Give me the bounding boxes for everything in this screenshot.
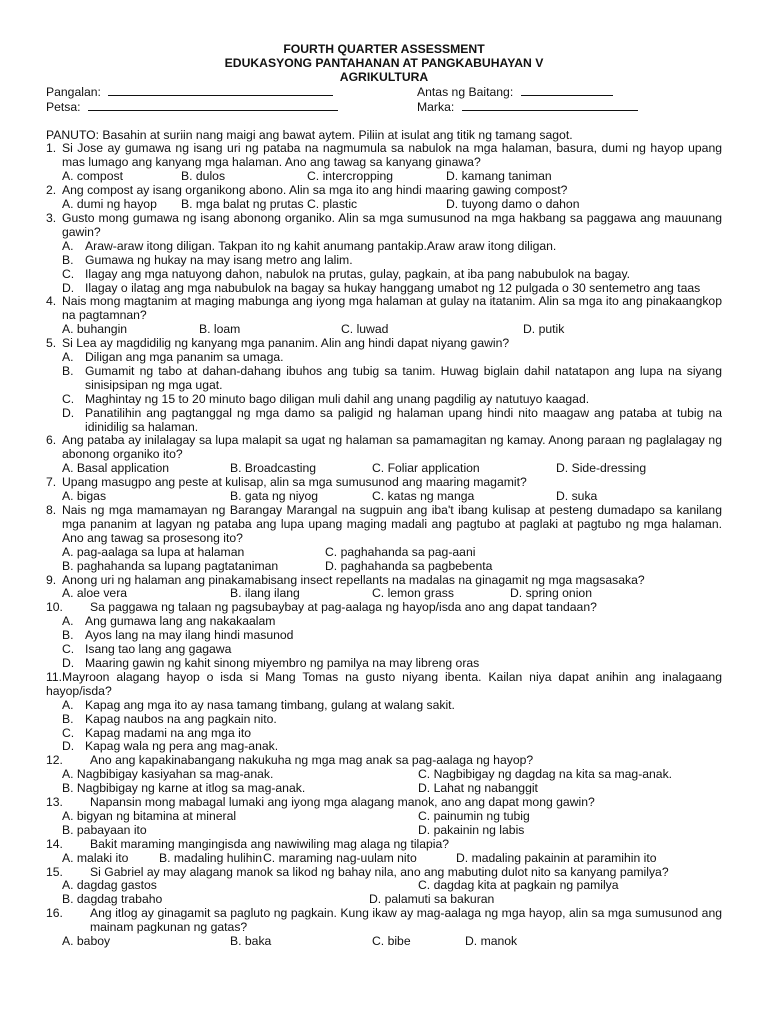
question-number: 15. xyxy=(46,864,63,879)
option-a[interactable]: A. Basal application xyxy=(62,461,170,476)
options-q8-row1 xyxy=(46,546,722,560)
question-text: Upang masugpo ang peste at kulisap, alin sa mga sumusunod ang maaring magamit? xyxy=(62,475,527,490)
option-d[interactable] xyxy=(46,407,722,435)
option-b[interactable]: B. pabayaan ito xyxy=(62,822,147,837)
option-b[interactable]: B. mga balat ng prutas xyxy=(181,197,304,212)
option-text: Isang tao lang ang gagawa xyxy=(85,642,232,657)
question-16 xyxy=(46,907,722,935)
question-3 xyxy=(46,212,722,240)
option-letter: B. xyxy=(62,711,74,726)
option-letter: C. xyxy=(62,725,75,740)
option-b[interactable] xyxy=(46,254,722,268)
option-d[interactable]: D. kamang taniman xyxy=(446,169,552,184)
option-c[interactable] xyxy=(46,268,722,282)
option-a[interactable]: A. buhangin xyxy=(62,322,128,337)
option-d[interactable]: D. Lahat ng nabanggit xyxy=(418,781,538,796)
option-letter: A. xyxy=(62,697,74,712)
question-text: Si Gabriel ay may alagang manok sa likod ng bahay nila, ano ang mabuting dulot nito sa kanyang pamilya? xyxy=(90,864,669,879)
option-letter: C. xyxy=(62,642,75,657)
question-number: 7. xyxy=(46,475,57,490)
option-c[interactable]: C. katas ng manga xyxy=(372,489,475,504)
option-letter: D. xyxy=(62,739,75,754)
option-b[interactable]: B. madaling hulihin xyxy=(159,850,262,865)
option-b[interactable] xyxy=(46,713,722,727)
question-15 xyxy=(46,866,722,880)
option-letter: D. xyxy=(62,280,75,295)
option-letter: B. xyxy=(62,628,74,643)
option-d[interactable]: D. tuyong damo o dahon xyxy=(446,197,580,212)
option-letter: C. xyxy=(62,391,75,406)
option-text: Gumawa ng hukay na may isang metro ang lalim. xyxy=(85,252,353,267)
option-b[interactable]: B. dulos xyxy=(181,169,226,184)
options-q12-row1 xyxy=(46,768,722,782)
question-number: 9. xyxy=(46,572,57,587)
question-text: Ang pataba ay inilalagay sa lupa malapit sa ugat ng halaman sa pamamagitan ng kamay. Anong paraan ng paglalagay ng abonong organiko ito? xyxy=(62,433,722,462)
header-title-2: EDUKASYONG PANTAHANAN AT PANGKABUHAYAN V xyxy=(224,55,544,70)
question-6 xyxy=(46,434,722,462)
name-grade-row xyxy=(46,85,722,100)
option-text: Kapag ang mga ito ay nasa tamang timbang, gulang at walang sakit. xyxy=(85,697,455,712)
question-text: Bakit maraming mangingisda ang nawiwiling mag alaga ng tilapia? xyxy=(90,836,450,851)
option-d[interactable] xyxy=(46,657,722,671)
question-text: Si Jose ay gumawa ng isang uri ng pataba na nagmumula sa nabulok na mga halaman, basura, dumi ng hayop upang mas lumago ang kanyang mga halaman. Ano ang tawag sa kanyang ginawa? xyxy=(62,141,722,170)
question-number: 11. xyxy=(46,669,63,684)
option-a[interactable]: A. dumi ng hayop xyxy=(62,197,157,212)
question-7 xyxy=(46,476,722,490)
option-b[interactable]: B. Broadcasting xyxy=(230,461,317,476)
option-a[interactable]: A. malaki ito xyxy=(62,850,129,865)
option-text: Araw-araw itong diligan. Takpan ito ng kahit anumang pantakip.Araw araw itong diligan. xyxy=(85,238,557,253)
option-c[interactable]: C. paghahanda sa pag-aani xyxy=(325,544,476,559)
option-b[interactable]: B. loam xyxy=(199,322,241,337)
option-c[interactable]: C. luwad xyxy=(341,322,389,337)
question-number: 6. xyxy=(46,433,57,448)
question-text: Nais mong magtanim at maging mabunga ang iyong mga halaman at gulay na itatanim. Alin sa mga ito ang pinakaangkop na pagtamnan? xyxy=(62,294,722,323)
question-14 xyxy=(46,838,722,852)
options-q1 xyxy=(46,170,722,184)
option-letter: C. xyxy=(62,266,75,281)
date-score-row xyxy=(46,100,722,115)
option-letter: A. xyxy=(62,614,74,629)
options-q13-row1 xyxy=(46,810,722,824)
options-q7 xyxy=(46,490,722,504)
option-a[interactable]: A. aloe vera xyxy=(62,586,128,601)
name-label: Pangalan: xyxy=(46,84,101,99)
option-d[interactable]: D. spring onion xyxy=(510,586,592,601)
option-c[interactable]: C. plastic xyxy=(307,197,358,212)
question-9 xyxy=(46,574,722,588)
option-text: Ilagay o ilatag ang mga nabubulok na bagay sa hukay hanggang umabot ng 12 pulgada o 30 sentemetro ang taas xyxy=(85,280,701,295)
option-c[interactable]: C. intercropping xyxy=(307,169,394,184)
question-text: Sa paggawa ng talaan ng pagsubaybay at pag-aalaga ng hayop/isda ano ang dapat tandaan? xyxy=(90,600,597,615)
option-text: Gumamit ng tabo at dahan-dahang ibuhos ang tubig sa tanim. Huwag biglain dahil natatapon ang lupa na siyang sinisipsipan ng mga ugat. xyxy=(85,363,722,392)
option-b[interactable]: B. dagdag trabaho xyxy=(62,892,163,907)
instructions: PANUTO: Basahin at suriin nang maigi ang bawat aytem. Piliin at isulat ang titik ng tamang sagot. xyxy=(46,127,573,142)
options-q16 xyxy=(46,935,722,949)
option-c[interactable]: C. painumin ng tubig xyxy=(418,808,530,823)
date-label: Petsa: xyxy=(46,99,81,114)
option-a[interactable]: A. pag-aalaga sa lupa at halaman xyxy=(62,544,245,559)
question-text: Napansin mong mabagal lumaki ang iyong mga alagang manok, ano ang dapat mong gawin? xyxy=(90,795,595,810)
header-title-1: FOURTH QUARTER ASSESSMENT xyxy=(283,42,485,56)
option-a[interactable]: A. baboy xyxy=(62,934,111,949)
option-b[interactable] xyxy=(46,629,722,643)
option-letter: D. xyxy=(62,405,75,420)
option-a[interactable] xyxy=(46,240,722,254)
option-c[interactable]: C. dagdag kita at pagkain ng pamilya xyxy=(418,878,619,893)
option-a[interactable]: A. dagdag gastos xyxy=(62,878,157,893)
question-number: 16. xyxy=(46,906,63,921)
option-d[interactable]: D. putik xyxy=(523,322,565,337)
question-number: 10. xyxy=(46,600,63,615)
options-q14 xyxy=(46,852,722,866)
question-number: 5. xyxy=(46,336,57,351)
question-number: 2. xyxy=(46,183,57,198)
option-a[interactable] xyxy=(46,699,722,713)
option-text: Maghintay ng 15 to 20 minuto bago diligan muli dahil ang unang pagdilig ay natutuyo kaagad. xyxy=(85,391,590,406)
question-number: 13. xyxy=(46,795,63,810)
question-number: 12. xyxy=(46,753,63,768)
option-text: Ilagay ang mga natuyong dahon, nabulok na prutas, gulay, pagkain, at iba pang nabubulok na bagay. xyxy=(85,266,631,281)
option-text: Ayos lang na may ilang hindi masunod xyxy=(85,628,294,643)
option-c[interactable] xyxy=(46,643,722,657)
question-number: 14. xyxy=(46,836,63,851)
options-q4 xyxy=(46,323,722,337)
option-d[interactable]: D. pakainin ng labis xyxy=(418,822,525,837)
question-2 xyxy=(46,184,722,198)
question-text: Ang compost ay isang organikong abono. Alin sa mga ito ang hindi maaring gawing compost? xyxy=(62,183,568,198)
option-b[interactable] xyxy=(46,365,722,393)
option-c[interactable]: C. Foliar application xyxy=(372,461,480,476)
option-d[interactable]: D. palamuti sa bakuran xyxy=(369,892,495,907)
option-letter: A. xyxy=(62,350,74,365)
name-blank[interactable] xyxy=(108,85,333,96)
option-d[interactable] xyxy=(46,282,722,296)
option-text: Kapag madami na ang mga ito xyxy=(85,725,251,740)
question-text: Anong uri ng halaman ang pinakamabisang insect repellants na madalas na ginagamit ng mga magsasaka? xyxy=(62,572,645,587)
question-text: Si Lea ay magdidilig ng kanyang mga pananim. Alin ang hindi dapat niyang gawin? xyxy=(62,336,510,351)
option-b[interactable]: B. paghahanda sa lupang pagtataniman xyxy=(62,558,279,573)
question-text: Ang itlog ay ginagamit sa pagluto ng pagkain. Kung ikaw ay mag-aalaga ng mga hayop, alin sa mga sumusunod ang mainam pagkunan ng gatas? xyxy=(90,906,722,935)
question-text: Nais ng mga mamamayan ng Barangay Marangal na sugpuin ang iba't ibang kulisap at pesteng dumadapo sa kanilang mga pananim at lagyan ng pataba ang lupa upang maging madali ang pagtubo at paglaki at pagtubo ng mga halaman. Ano ang tawag sa prosesong ito? xyxy=(62,503,722,545)
question-number: 8. xyxy=(46,503,57,517)
option-d[interactable]: D. paghahanda sa pagbebenta xyxy=(325,558,493,573)
grade-label: Antas ng Baitang: xyxy=(417,84,514,99)
option-d[interactable]: D. manok xyxy=(465,934,518,949)
question-1 xyxy=(46,142,722,170)
option-c[interactable] xyxy=(46,727,722,741)
options-q15-row2 xyxy=(46,893,722,907)
question-text: Ano ang kapakinabangang nakukuha ng mga mag anak sa pag-aalaga ng hayop? xyxy=(90,753,534,768)
option-text: Kapag wala ng pera ang mag-anak. xyxy=(85,739,279,754)
question-11 xyxy=(46,671,722,699)
option-b[interactable]: B. ilang ilang xyxy=(230,586,300,601)
option-a[interactable]: A. bigas xyxy=(62,489,107,504)
options-q13-row2 xyxy=(46,824,722,838)
question-8 xyxy=(46,504,722,546)
grade-blank[interactable] xyxy=(521,85,613,96)
option-text: Panatilihin ang pagtanggal ng mga damo sa paligid ng halaman upang hindi nito maagaw ang pataba at tubig na idinidilig sa halaman. xyxy=(85,405,722,434)
option-a[interactable]: A. Nagbibigay kasiyahan sa mag-anak. xyxy=(62,767,274,782)
option-c[interactable]: C. bibe xyxy=(372,934,411,949)
option-b[interactable]: B. Nagbibigay ng karne at itlog sa mag-anak. xyxy=(62,781,306,796)
option-text: Diligan ang mga pananim sa umaga. xyxy=(85,350,284,365)
option-letter: B. xyxy=(62,252,74,267)
question-text: Gusto mong gumawa ng isang abonong organiko. Alin sa mga sumusunod na mga hakbang sa paggawa ang mauunang gawin? xyxy=(62,210,722,239)
option-d[interactable]: D. Side-dressing xyxy=(556,461,647,476)
options-q15-row1 xyxy=(46,879,722,893)
option-d[interactable] xyxy=(46,740,722,754)
question-5 xyxy=(46,337,722,351)
option-text: Kapag naubos na ang pagkain nito. xyxy=(85,711,277,726)
question-number: 4. xyxy=(46,294,57,309)
option-c[interactable] xyxy=(46,393,722,407)
options-q6 xyxy=(46,462,722,476)
header-title-3: AGRIKULTURA xyxy=(339,69,429,84)
question-number: 3. xyxy=(46,210,57,225)
option-c[interactable]: C. Nagbibigay ng dagdag na kita sa mag-anak. xyxy=(418,767,673,782)
option-a[interactable]: A. bigyan ng bitamina at mineral xyxy=(62,808,237,823)
options-q8-row2 xyxy=(46,560,722,574)
score-label: Marka: xyxy=(417,99,455,114)
option-letter: B. xyxy=(62,363,74,378)
question-13 xyxy=(46,796,722,810)
option-a[interactable] xyxy=(46,351,722,365)
option-letter: A. xyxy=(62,238,74,253)
options-q12-row2 xyxy=(46,782,722,796)
option-a[interactable]: A. compost xyxy=(62,169,123,184)
option-letter: D. xyxy=(62,655,75,670)
option-text: Maaring gawin ng kahit sinong miyembro ng pamilya na may libreng oras xyxy=(85,655,480,670)
option-text: Ang gumawa lang ang nakakaalam xyxy=(85,614,276,629)
option-c[interactable]: C. maraming nag-uulam nito xyxy=(263,850,417,865)
options-q2 xyxy=(46,198,722,212)
option-d[interactable]: D. madaling pakainin at paramihin ito xyxy=(456,850,657,865)
date-blank[interactable] xyxy=(88,100,338,111)
score-blank[interactable] xyxy=(462,100,638,111)
option-a[interactable] xyxy=(46,615,722,629)
question-number: 1. xyxy=(46,141,57,156)
options-q9 xyxy=(46,587,722,601)
question-4 xyxy=(46,295,722,323)
option-d[interactable]: D. suka xyxy=(556,489,598,504)
option-b[interactable]: B. baka xyxy=(230,934,272,949)
question-12 xyxy=(46,754,722,768)
question-text: Mayroon alagang hayop o isda si Mang Tomas na gusto niyang ibenta. Kailan niya dapat anihin ang inalagaang hayop/isda? xyxy=(46,669,722,698)
option-c[interactable]: C. lemon grass xyxy=(372,586,454,601)
option-b[interactable]: B. gata ng niyog xyxy=(230,489,319,504)
question-10 xyxy=(46,601,722,615)
